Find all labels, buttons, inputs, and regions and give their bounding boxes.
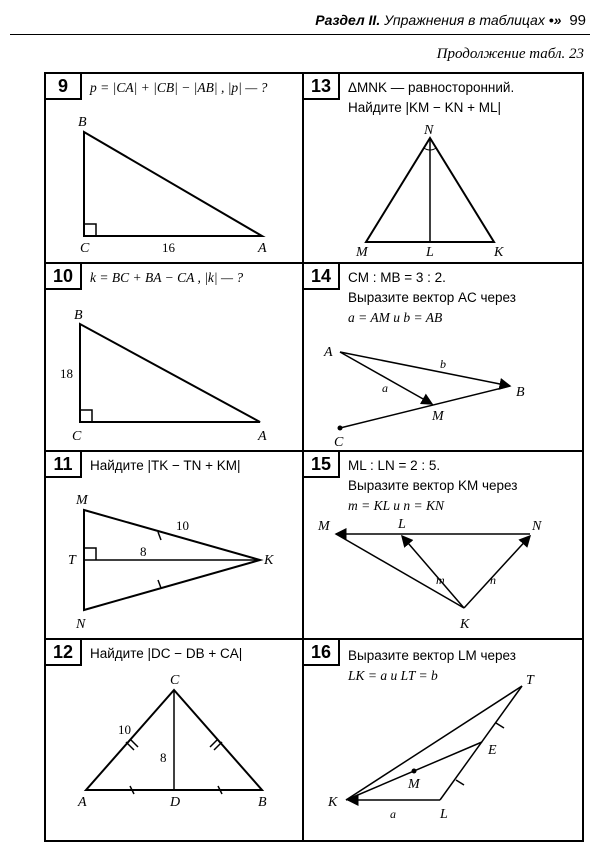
vertex-m: M xyxy=(76,493,88,508)
point-l: L xyxy=(440,807,448,822)
continuation-label: Продолжение табл. 23 xyxy=(436,46,584,62)
problem-14 xyxy=(304,264,584,450)
triangle-figure xyxy=(304,74,584,262)
vector-figure xyxy=(304,640,584,840)
vertex-b: B xyxy=(78,115,87,130)
vertex-t: T xyxy=(68,553,76,568)
point-a: A xyxy=(324,345,333,360)
vector-a-label: a xyxy=(382,381,388,395)
problem-15 xyxy=(304,452,584,638)
problem-number: 11 xyxy=(46,452,82,478)
height-cd: 8 xyxy=(160,750,167,765)
point-k: K xyxy=(328,795,338,810)
running-head xyxy=(315,12,586,29)
exercise-table xyxy=(44,72,584,842)
section-subtitle: Упражнения в таблицах xyxy=(384,12,545,28)
problem-number: 13 xyxy=(304,74,340,100)
vertex-c: C xyxy=(170,673,180,688)
problem-16 xyxy=(304,640,584,840)
problem-line-2: Выразите вектор KM через xyxy=(348,478,518,493)
triangle-figure xyxy=(46,74,302,262)
problem-text: Найдите |TK − TN + KM| xyxy=(90,458,241,473)
problem-number: 16 xyxy=(304,640,340,666)
problem-line-1: ΔMNK — равносторонний. xyxy=(348,80,515,95)
vertex-c: C xyxy=(80,241,90,256)
vertex-a: A xyxy=(258,241,267,256)
problem-text: Найдите |DC − DB + CA| xyxy=(90,646,243,661)
point-m: M xyxy=(318,519,330,534)
problem-10 xyxy=(46,264,302,450)
problem-line-3: a = AM и b = AB xyxy=(348,310,443,325)
vertex-m: M xyxy=(356,245,368,260)
vector-b-label: b xyxy=(440,357,446,371)
vector-a-label: a xyxy=(390,807,396,821)
arrows-glyph: •» xyxy=(548,12,562,28)
problem-text: k = BC + BA − CA , |k| — ? xyxy=(90,270,244,285)
side-length-ac: 10 xyxy=(118,722,131,737)
page-number: 99 xyxy=(569,12,586,29)
problem-number: 10 xyxy=(46,264,82,290)
triangle-figure xyxy=(46,640,302,840)
point-c: C xyxy=(334,435,344,450)
vector-figure xyxy=(304,264,584,450)
problem-12 xyxy=(46,640,302,840)
problem-number: 9 xyxy=(46,74,82,100)
problem-number: 15 xyxy=(304,452,340,478)
problem-line-1: Выразите вектор LM через xyxy=(348,648,516,663)
vertex-k: K xyxy=(264,553,274,568)
vertex-a: A xyxy=(258,429,267,444)
vertex-l: L xyxy=(426,245,434,260)
vertex-c: C xyxy=(72,429,82,444)
vertex-n: N xyxy=(76,617,86,632)
vector-figure xyxy=(304,452,584,638)
problem-number: 14 xyxy=(304,264,340,290)
header-rule xyxy=(10,34,590,35)
vector-n-label: n xyxy=(490,573,496,587)
problem-text: p = |CA| + |CB| − |AB| , |p| — ? xyxy=(90,80,268,95)
problem-line-1: CM : MB = 3 : 2. xyxy=(348,270,446,285)
triangle-figure xyxy=(46,264,302,450)
problem-9 xyxy=(46,74,302,262)
vector-m-label: m xyxy=(436,573,445,587)
problem-number: 12 xyxy=(46,640,82,666)
problem-11 xyxy=(46,452,302,638)
problem-line-2: Выразите вектор AC через xyxy=(348,290,516,305)
point-n: N xyxy=(532,519,542,534)
problem-13 xyxy=(304,74,584,262)
vertex-k: K xyxy=(494,245,504,260)
point-m: M xyxy=(432,409,444,424)
side-length-tk: 8 xyxy=(140,544,147,559)
point-b: B xyxy=(516,385,525,400)
vertex-a: A xyxy=(78,795,87,810)
point-t: T xyxy=(526,673,534,688)
point-e: E xyxy=(488,743,497,758)
vertex-b: B xyxy=(74,308,83,323)
side-length: 18 xyxy=(60,366,73,381)
point-k: K xyxy=(460,617,470,632)
problem-line-3: m = KL и n = KN xyxy=(348,498,444,513)
problem-line-1: ML : LN = 2 : 5. xyxy=(348,458,441,473)
vertex-n: N xyxy=(424,123,434,138)
section-label: Раздел II. xyxy=(315,12,381,28)
vertex-d: D xyxy=(170,795,181,810)
problem-line-2: Найдите |KM − KN + ML| xyxy=(348,100,502,115)
triangle-figure xyxy=(46,452,302,638)
point-l: L xyxy=(398,517,406,532)
point-m: M xyxy=(408,777,420,792)
page-header xyxy=(0,0,600,40)
side-length-mk: 10 xyxy=(176,518,189,533)
problem-line-2: LK = a и LT = b xyxy=(348,668,438,683)
vertex-b: B xyxy=(258,795,267,810)
side-length: 16 xyxy=(162,240,175,255)
